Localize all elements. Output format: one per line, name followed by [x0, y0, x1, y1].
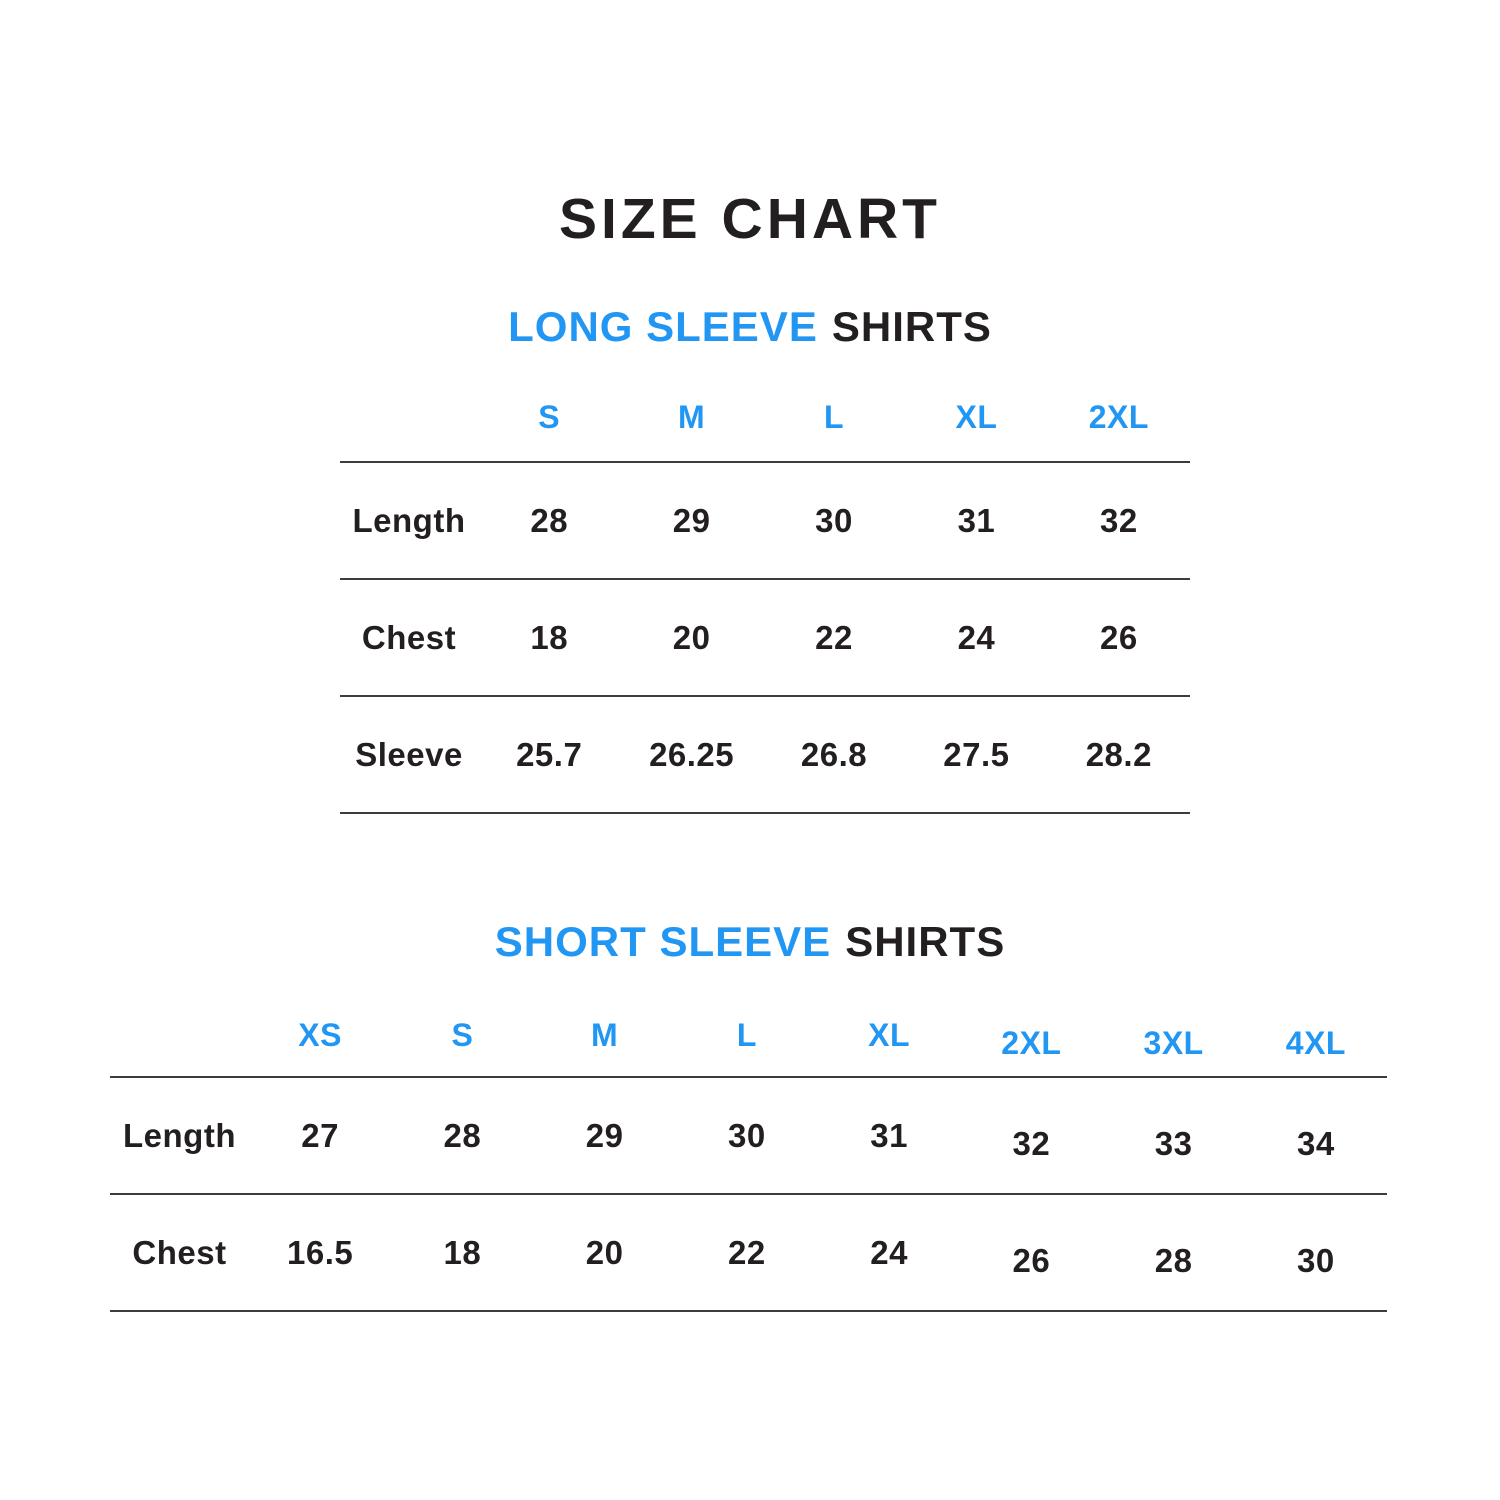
cell-value: 24 — [870, 1233, 908, 1271]
cell-value: 31 — [870, 1116, 908, 1154]
cell-value: 26 — [1099, 618, 1138, 656]
long-sleeve-header-row — [340, 373, 1190, 463]
short-sleeve-heading-rest: SHIRTS — [845, 918, 1006, 965]
col-header-2xl: 2XL — [1001, 1025, 1062, 1061]
cell-value: 26.8 — [800, 735, 868, 773]
col-header-m: M — [678, 398, 706, 435]
cell-value: 30 — [815, 501, 853, 539]
col-header-s: S — [451, 1017, 474, 1053]
cell-value: 26 — [1012, 1241, 1051, 1279]
short-sleeve-heading-highlight: SHORT SLEEVE — [494, 918, 832, 965]
long-sleeve-table — [340, 373, 1190, 814]
page-title: SIZE CHART — [559, 187, 941, 251]
row-label: Chest — [361, 618, 457, 656]
cell-value: 25.7 — [516, 735, 583, 773]
cell-value: 31 — [957, 501, 996, 539]
col-header-4xl: 4XL — [1285, 1025, 1346, 1061]
col-header-2xl: 2XL — [1088, 398, 1149, 435]
col-header-l: L — [736, 1017, 757, 1053]
cell-value: 22 — [815, 618, 853, 656]
row-label: Length — [352, 501, 466, 539]
cell-value: 18 — [443, 1233, 482, 1271]
cell-value: 27.5 — [943, 735, 1010, 773]
short-sleeve-table — [110, 995, 1387, 1312]
cell-value: 16.5 — [287, 1233, 354, 1271]
cell-value: 20 — [585, 1233, 624, 1271]
cell-value: 27 — [301, 1116, 339, 1154]
cell-value: 28 — [443, 1116, 482, 1154]
table-row-length — [110, 1078, 1387, 1195]
row-label: Sleeve — [355, 735, 463, 773]
cell-value: 20 — [672, 618, 711, 656]
col-header-l: L — [823, 398, 845, 435]
cell-value: 33 — [1154, 1124, 1193, 1162]
cell-value: 28.2 — [1085, 735, 1152, 773]
col-header-m: M — [591, 1017, 619, 1053]
cell-value: 30 — [1297, 1241, 1335, 1279]
cell-value: 24 — [957, 618, 996, 656]
cell-value: 34 — [1297, 1124, 1335, 1162]
cell-value: 22 — [728, 1233, 766, 1271]
cell-value: 28 — [1154, 1241, 1193, 1279]
col-header-3xl: 3XL — [1143, 1025, 1204, 1061]
table-row-chest — [340, 580, 1190, 697]
cell-value: 18 — [530, 618, 569, 656]
col-header-xl: XL — [955, 398, 998, 435]
cell-value: 32 — [1099, 501, 1138, 539]
cell-value: 29 — [672, 501, 711, 539]
cell-value: 26.25 — [649, 735, 735, 773]
cell-value: 32 — [1012, 1124, 1051, 1162]
col-header-s: S — [538, 398, 561, 435]
short-sleeve-heading — [0, 918, 1500, 966]
long-sleeve-heading-highlight: LONG SLEEVE — [508, 303, 818, 350]
long-sleeve-heading-rest: SHIRTS — [831, 303, 992, 350]
table-row-length — [340, 463, 1190, 580]
col-header-xl: XL — [868, 1017, 911, 1053]
table-row-chest — [110, 1195, 1387, 1312]
long-sleeve-heading — [0, 303, 1500, 351]
cell-value: 28 — [530, 501, 569, 539]
cell-value: 30 — [728, 1116, 766, 1154]
short-sleeve-header-row — [110, 995, 1387, 1078]
cell-value: 29 — [585, 1116, 624, 1154]
col-header-xs: XS — [298, 1017, 342, 1053]
row-label: Chest — [132, 1233, 227, 1271]
table-row-sleeve — [340, 697, 1190, 814]
row-label: Length — [123, 1116, 236, 1154]
